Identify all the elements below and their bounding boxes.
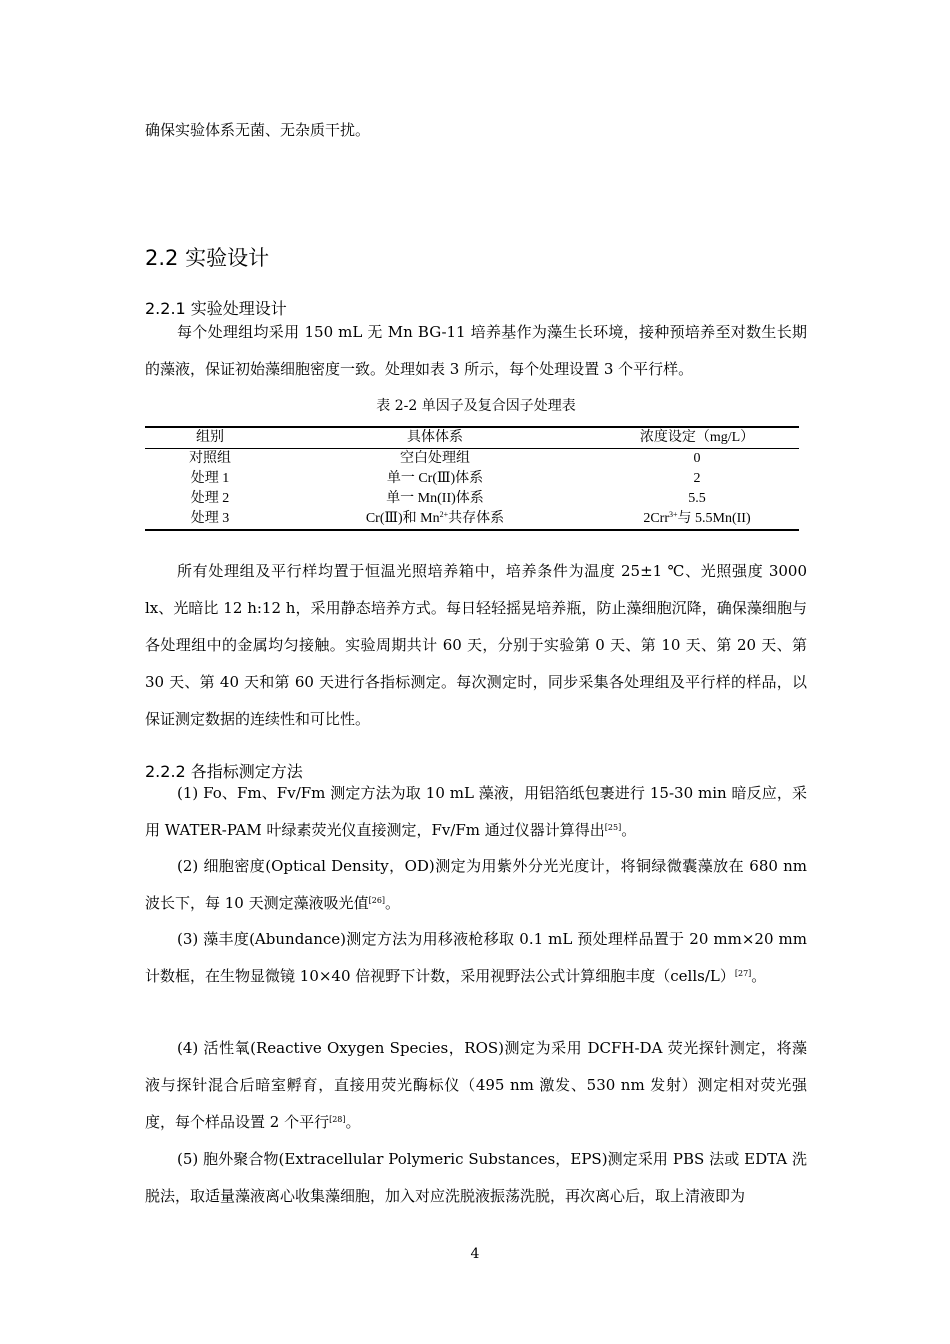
table-header-row	[145, 427, 799, 449]
method-text: (5) 胞外聚合物(Extracellular Polymeric Substances，EPS)测定采用 PBS 法或 EDTA 洗脱法，取适量藻液离心收集藻细胞，加入对应洗脱液振荡洗脱，再次离心后，取上清液即为	[145, 1150, 807, 1205]
method-paragraph-4	[145, 1030, 807, 1141]
method-text: (3) 藻丰度(Abundance)测定方法为用移液枪移取 0.1 mL 预处理样品置于 20 mm×20 mm 计数框，在生物显微镜 10×40 倍视野下计数，采用视野法公式计算细胞丰度（cells/L）	[145, 930, 807, 985]
citation: [26]	[368, 896, 386, 905]
cell-group: 处理 1	[190, 471, 230, 486]
table-row	[145, 469, 799, 489]
method-paragraph-5	[145, 1141, 807, 1215]
header-concentration: 浓度设定（mg/L）	[639, 430, 755, 445]
cell-concentration: 2	[693, 471, 701, 486]
method-text: (2) 细胞密度(Optical Density，OD)测定为用紫外分光光度计，将铜绿微囊藻放在 680 nm 波长下，每 10 天测定藻液吸光值	[145, 857, 807, 912]
cell-concentration: 5.5	[688, 491, 706, 506]
intro-line: 确保实验体系无菌、无杂质干扰。	[145, 121, 371, 139]
treatment-paragraph: 每个处理组均采用 150 mL 无 Mn BG-11 培养基作为藻生长环境，接种预培养至对数生长期的藻液，保证初始藻细胞密度一致。处理如表 3 所示，每个处理设置 3 个平行样。	[145, 323, 807, 378]
page-number: 4	[470, 1246, 480, 1262]
method-paragraph-1	[145, 775, 807, 849]
citation: [28]	[329, 1115, 346, 1124]
superscript: 3+	[669, 510, 678, 519]
table-caption: 表 2-2 单因子及复合因子处理表	[376, 398, 576, 414]
method-end: 。	[621, 821, 637, 839]
method-text: (1) Fo、Fm、Fv/Fm 测定方法为取 10 mL 藻液，用铝箔纸包裹进行 15-30 min 暗反应，采用 WATER-PAM 叶绿素荧光仪直接测定，Fv/Fm 通过仪器计算得出	[145, 784, 807, 839]
cell-concentration	[595, 509, 799, 530]
culture-paragraph: 所有处理组及平行样均置于恒温光照培养箱中，培养条件为温度 25±1 ℃、光照强度 3000 lx、光暗比 12 h:12 h，采用静态培养方式。每日轻轻摇晃培养瓶，防止藻细胞沉降，确保藻细胞与各处理组中的金属均匀接触。实验周期共计 60 天，分别于实验第 0 天、第 10 天、第 20 天、第 30 天、第 40 天和第 60 天进行各指标测定。每次测定时，同步采集各处理组及平行样的样品，以保证测定数据的连续性和可比性。	[145, 562, 807, 728]
method-end: 。	[345, 1113, 361, 1131]
section-heading: 2.2 实验设计	[145, 246, 270, 270]
conc-text: 2Crr	[643, 511, 670, 526]
treatment-table	[145, 426, 799, 531]
method-paragraph-3	[145, 921, 807, 995]
method-end: 。	[751, 967, 767, 985]
cell-system: 单一 Cr(Ⅲ)体系	[386, 471, 484, 486]
conc-text: 与 5.5Mn(II)	[677, 511, 751, 526]
table-row	[145, 489, 799, 509]
citation: [25]	[604, 823, 622, 832]
header-system: 具体体系	[407, 430, 463, 445]
method-end: 。	[385, 894, 401, 912]
cell-group: 处理 3	[190, 511, 230, 526]
system-text: 共存体系	[448, 511, 505, 526]
citation: [27]	[734, 969, 752, 978]
table-row	[145, 509, 799, 530]
cell-system: 空白处理组	[400, 451, 470, 466]
subsection-heading-1: 2.2.1 实验处理设计	[145, 299, 287, 318]
superscript: 2+	[439, 510, 449, 519]
subsection-heading-2: 2.2.2 各指标测定方法	[145, 762, 303, 781]
header-group: 组别	[196, 430, 224, 445]
cell-group: 处理 2	[190, 491, 230, 506]
cell-system: 单一 Mn(II)体系	[386, 491, 484, 506]
cell-concentration: 0	[693, 451, 701, 466]
cell-group: 对照组	[189, 451, 231, 466]
table-row	[145, 449, 799, 470]
cell-system	[275, 509, 595, 530]
method-paragraph-2	[145, 848, 807, 922]
system-text: Cr(Ⅲ)和 Mn	[365, 511, 440, 526]
method-text: (4) 活性氧(Reactive Oxygen Species，ROS)测定为采用 DCFH-DA 荧光探针测定，将藻液与探针混合后暗室孵育，直接用荧光酶标仪（495 nm 激发、530 nm 发射）测定相对荧光强度，每个样品设置 2 个平行	[145, 1039, 807, 1131]
